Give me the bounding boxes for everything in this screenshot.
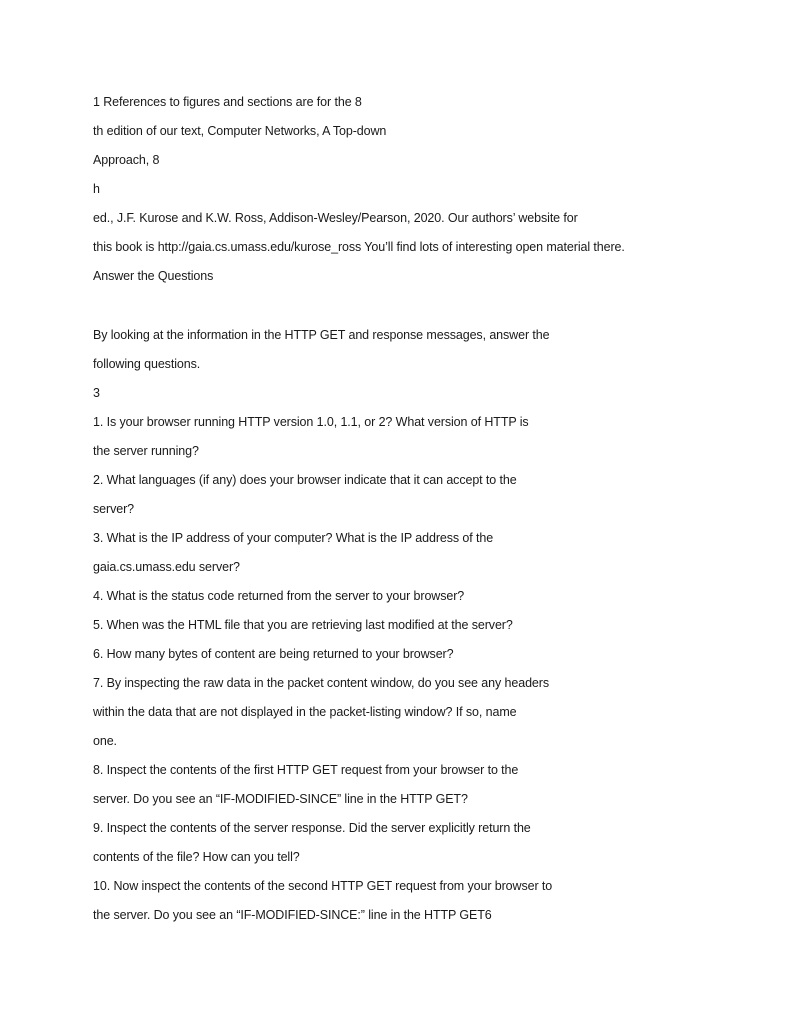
- question-1-line-1: 1. Is your browser running HTTP version 1.0, 1.1, or 2? What version of HTTP is: [93, 415, 529, 429]
- footnote-line-5: ed., J.F. Kurose and K.W. Ross, Addison-Wesley/Pearson, 2020. Our authors’ website for: [93, 211, 578, 225]
- question-10-line-1: 10. Now inspect the contents of the second HTTP GET request from your browser to: [93, 879, 553, 893]
- footnote-line-2: th edition of our text, Computer Networks, A Top-down: [93, 124, 387, 138]
- question-3-line-1: 3. What is the IP address of your computer? What is the IP address of the: [93, 531, 494, 545]
- footnote-line-3: Approach, 8: [93, 153, 160, 167]
- section-heading: Answer the Questions: [93, 269, 214, 283]
- question-5: 5. When was the HTML file that you are retrieving last modified at the server?: [93, 618, 513, 632]
- question-3-line-2: gaia.cs.umass.edu server?: [93, 560, 240, 574]
- question-2-line-1: 2. What languages (if any) does your browser indicate that it can accept to the: [93, 473, 517, 487]
- question-6: 6. How many bytes of content are being returned to your browser?: [93, 647, 454, 661]
- question-1-line-2: the server running?: [93, 444, 199, 458]
- question-7-line-3: one.: [93, 734, 117, 748]
- page-marker: 3: [93, 386, 100, 400]
- question-2-line-2: server?: [93, 502, 134, 516]
- question-7-line-1: 7. By inspecting the raw data in the packet content window, do you see any headers: [93, 676, 549, 690]
- question-7-line-2: within the data that are not displayed in the packet-listing window? If so, name: [93, 705, 517, 719]
- question-8-line-2: server. Do you see an “IF-MODIFIED-SINCE” line in the HTTP GET?: [93, 792, 468, 806]
- footnote-line-4: h: [93, 182, 100, 196]
- intro-line-2: following questions.: [93, 357, 201, 371]
- footnote-line-1: 1 References to figures and sections are for the 8: [93, 95, 362, 109]
- question-10-line-2: the server. Do you see an “IF-MODIFIED-SINCE:” line in the HTTP GET6: [93, 908, 492, 922]
- footnote-line-6: this book is http://gaia.cs.umass.edu/kurose_ross You’ll find lots of interesting open material there.: [93, 240, 625, 254]
- question-9-line-1: 9. Inspect the contents of the server response. Did the server explicitly return the: [93, 821, 531, 835]
- question-8-line-1: 8. Inspect the contents of the first HTTP GET request from your browser to the: [93, 763, 519, 777]
- question-4: 4. What is the status code returned from the server to your browser?: [93, 589, 465, 603]
- intro-line-1: By looking at the information in the HTTP GET and response messages, answer the: [93, 328, 550, 342]
- question-9-line-2: contents of the file? How can you tell?: [93, 850, 300, 864]
